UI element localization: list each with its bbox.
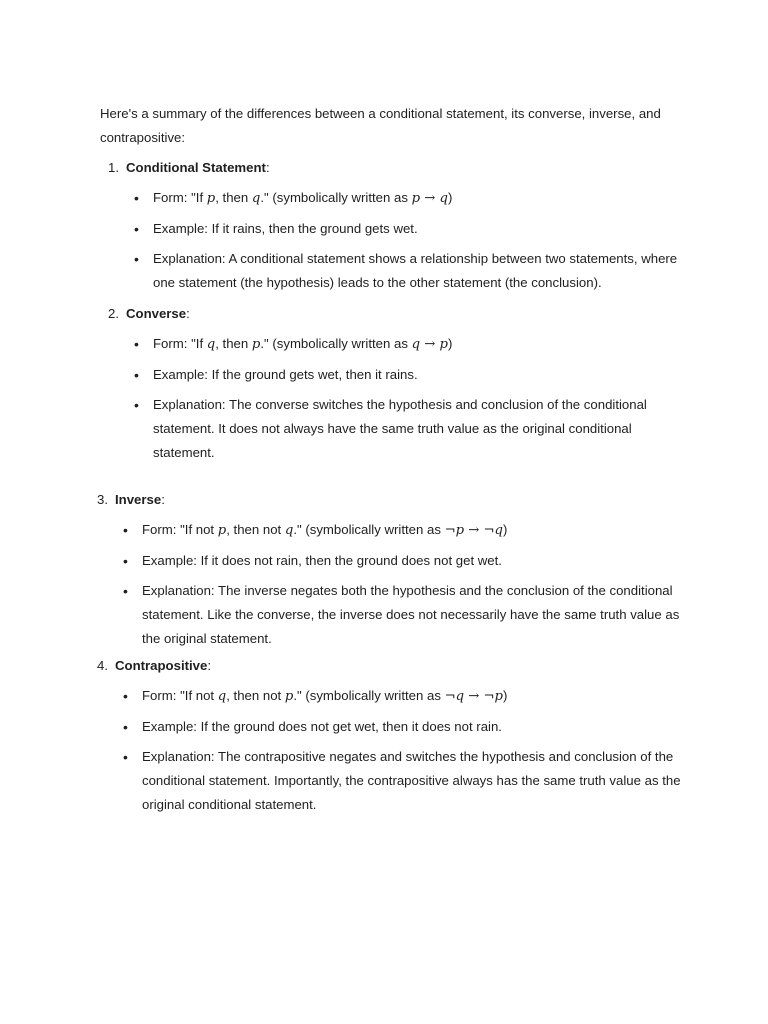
form-mid: , then	[215, 336, 252, 351]
section-conditional-statement	[108, 156, 708, 301]
list-item-example	[108, 217, 693, 241]
form-close: )	[503, 688, 508, 703]
bullet-list	[108, 332, 708, 465]
list-item-explanation	[108, 393, 693, 465]
form-prefix: Form: "If not	[142, 688, 218, 703]
form-suffix: ." (symbolically written as	[293, 522, 445, 537]
bullet-icon: •	[134, 367, 139, 383]
heading-colon: :	[161, 492, 165, 507]
list-item-form	[108, 186, 693, 211]
bullet-icon: •	[134, 190, 139, 206]
form-close: )	[447, 190, 453, 205]
math-expression: ¬q → ¬p	[444, 689, 503, 704]
section-heading	[97, 488, 697, 512]
math-variable: q	[206, 337, 216, 352]
list-item-explanation	[108, 247, 693, 295]
section-number: 1.	[108, 160, 119, 175]
math-expression: p → q	[411, 191, 448, 206]
math-expression: q → p	[411, 337, 448, 352]
bullet-icon: •	[123, 749, 128, 765]
section-number: 2.	[108, 306, 119, 321]
form-close: )	[503, 522, 508, 537]
bullet-icon: •	[134, 221, 139, 237]
explanation-text: Explanation: The converse switches the hypothesis and conclusion of the conditional statement. It does not always have the same truth value as the original conditional statement.	[153, 397, 647, 460]
section-number: 4.	[97, 658, 108, 673]
math-variable: q	[251, 191, 261, 206]
example-text: Example: If the ground gets wet, then it rains.	[153, 367, 418, 382]
list-item-example	[97, 715, 682, 739]
math-expression: ¬p → ¬q	[444, 523, 503, 538]
math-variable: p	[251, 337, 261, 352]
bullet-icon: •	[134, 336, 139, 352]
heading-colon: :	[207, 658, 211, 673]
form-prefix: Form: "If not	[142, 522, 218, 537]
math-variable: p	[206, 191, 216, 206]
form-suffix: ." (symbolically written as	[260, 190, 412, 205]
math-variable: q	[284, 523, 294, 538]
example-text: Example: If it rains, then the ground gets wet.	[153, 221, 418, 236]
section-title: Contrapositive	[115, 658, 208, 673]
section-heading	[108, 302, 708, 326]
list-item-example	[97, 549, 682, 573]
bullet-icon: •	[134, 397, 139, 413]
form-close: )	[447, 336, 453, 351]
bullet-icon: •	[134, 251, 139, 267]
form-prefix: Form: "If	[153, 336, 207, 351]
bullet-icon: •	[123, 583, 128, 599]
heading-colon: :	[186, 306, 190, 321]
bullet-icon: •	[123, 719, 128, 735]
bullet-icon: •	[123, 553, 128, 569]
form-prefix: Form: "If	[153, 190, 207, 205]
math-variable: q	[217, 689, 227, 704]
section-contrapositive	[97, 654, 697, 823]
bullet-list	[108, 186, 708, 295]
list-item-form	[97, 518, 682, 543]
explanation-text: Explanation: The inverse negates both the hypothesis and the conclusion of the conditional statement. Like the converse, the inverse does not necessarily have the same truth value as the original statement.	[142, 583, 680, 646]
section-title: Converse	[126, 306, 187, 321]
bullet-list	[97, 684, 697, 817]
section-inverse	[97, 488, 697, 657]
bullet-icon: •	[123, 522, 128, 538]
form-suffix: ." (symbolically written as	[293, 688, 445, 703]
list-item-explanation	[97, 579, 682, 651]
section-title: Conditional Statement	[126, 160, 266, 175]
list-item-example	[108, 363, 693, 387]
form-suffix: ." (symbolically written as	[260, 336, 412, 351]
section-title: Inverse	[115, 492, 162, 507]
math-variable: p	[217, 523, 227, 538]
bullet-list	[97, 518, 697, 651]
section-heading	[108, 156, 708, 180]
explanation-text: Explanation: A conditional statement shows a relationship between two statements, where one statement (the hypothesis) leads to the other statement (the conclusion).	[153, 251, 678, 290]
example-text: Example: If the ground does not get wet, then it does not rain.	[142, 719, 502, 734]
section-number: 3.	[97, 492, 108, 507]
intro-paragraph: Here's a summary of the differences between a conditional statement, its converse, inverse, and contrapositive:	[100, 106, 661, 145]
form-mid: , then	[215, 190, 252, 205]
list-item-form	[97, 684, 682, 709]
explanation-text: Explanation: The contrapositive negates and switches the hypothesis and conclusion of the conditional statement. Importantly, the contrapositive always has the same truth value as the original conditional statement.	[142, 749, 681, 812]
list-item-explanation	[97, 745, 682, 817]
form-mid: , then not	[226, 688, 285, 703]
bullet-icon: •	[123, 688, 128, 704]
example-text: Example: If it does not rain, then the ground does not get wet.	[142, 553, 502, 568]
section-converse	[108, 302, 708, 471]
list-item-form	[108, 332, 693, 357]
heading-colon: :	[265, 160, 270, 175]
math-variable: p	[284, 689, 294, 704]
section-heading	[97, 654, 697, 678]
form-mid: , then not	[226, 522, 285, 537]
